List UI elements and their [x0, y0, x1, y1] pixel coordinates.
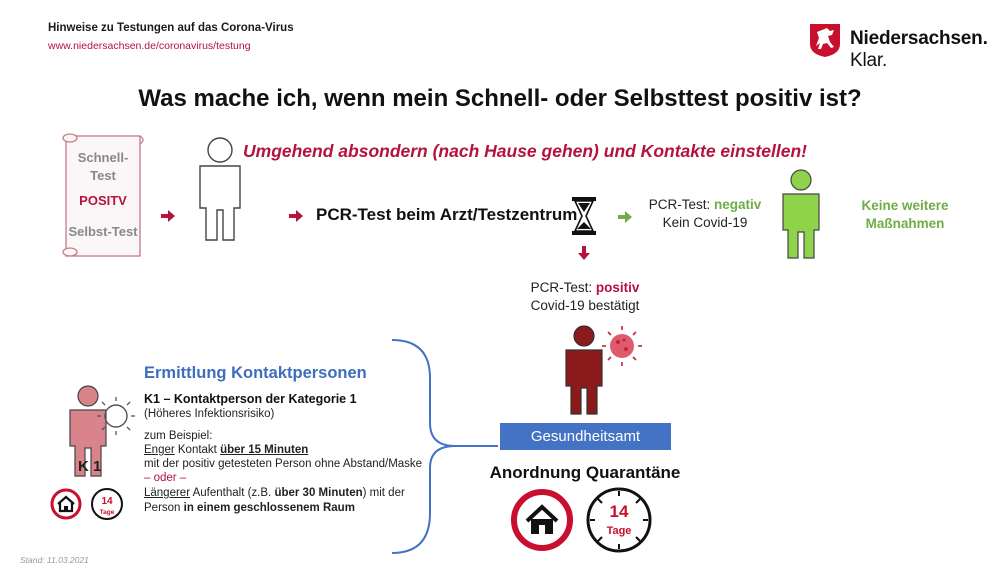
person-infected-icon [558, 324, 644, 418]
k1-title: K1 – Kontaktperson der Kategorie 1 [144, 392, 357, 406]
clock-large-unit: Tage [606, 525, 632, 537]
long-end: ) mit der [362, 487, 405, 499]
stay-home-icon [50, 488, 82, 520]
arrow-right-icon [160, 209, 176, 223]
negative-line2: Kein Covid-19 [662, 215, 748, 230]
clock-small-days: 14 [101, 496, 113, 507]
positive-prefix: PCR-Test: [530, 280, 596, 295]
k1-label: K 1 [78, 458, 102, 475]
long-time: über 30 Minuten [274, 487, 363, 499]
positive-line2: Covid-19 bestätigt [530, 298, 640, 313]
long-word: Längerer [144, 487, 191, 499]
hourglass-icon [571, 196, 597, 236]
positive-result [520, 279, 650, 315]
arrow-right-icon [288, 209, 304, 223]
arrow-down-icon [577, 245, 591, 261]
long-line2-start: Person [144, 502, 184, 514]
person-green-icon [776, 168, 826, 262]
logo-bold: Niedersachsen. [850, 28, 988, 49]
negative-word: negativ [714, 197, 762, 212]
scroll-positiv: POSITV [79, 193, 127, 208]
scroll-line3: Selbst-Test [68, 224, 138, 239]
clock-14-days-large-icon [585, 486, 653, 554]
quarantine-heading: Anordnung Quarantäne [489, 463, 681, 482]
example-label: zum Beispiel: [144, 430, 213, 442]
positive-word: positiv [595, 280, 640, 295]
arrow-right-icon [617, 210, 633, 224]
no-further-measures [850, 197, 960, 233]
scroll-line1: Schnell- [77, 150, 129, 165]
virus-icon [602, 326, 642, 366]
long-rest: Aufenthalt (z.B. [190, 487, 275, 499]
scroll-line2: Test [90, 168, 116, 183]
logo-light: Klar. [850, 50, 888, 71]
negative-prefix: PCR-Test: [648, 197, 714, 212]
no-further-line1: Keine weitere [861, 198, 949, 213]
close-contact-line [144, 444, 308, 456]
brace-connector [390, 338, 500, 556]
close-word: Enger [144, 444, 175, 456]
no-further-line2: Maßnahmen [865, 216, 945, 231]
header-title: Hinweise zu Testungen auf das Corona-Virus [48, 22, 294, 34]
page-title: Was mache ich, wenn mein Schnell- oder Selbsttest positiv ist? [138, 85, 862, 112]
header-url[interactable]: www.niedersachsen.de/coronavirus/testung [48, 40, 251, 52]
close-time: über 15 Minuten [220, 444, 309, 456]
long-stay-line [144, 487, 405, 499]
clock-large-days: 14 [609, 502, 629, 521]
clock-small-unit: Tage [99, 509, 115, 516]
footer-date: Stand: 11.03.2021 [20, 555, 89, 565]
pcr-step-label: PCR-Test beim Arzt/Testzentrum [316, 205, 578, 224]
stay-home-large-icon [510, 488, 574, 552]
horse-crest-icon [808, 22, 842, 58]
clock-14-days-icon [90, 487, 124, 521]
close-rest: Kontakt [174, 444, 221, 456]
k1-subtitle: (Höheres Infektionsrisiko) [144, 408, 275, 420]
isolate-instruction: Umgehend absondern (nach Hause gehen) und Kontakte einstellen! [243, 141, 807, 161]
long-stay-line2 [144, 502, 355, 514]
or-separator: – oder – [144, 472, 187, 484]
contacts-heading: Ermittlung Kontaktpersonen [144, 364, 367, 382]
logo-text [850, 28, 1000, 72]
health-authority-box: Gesundheitsamt [500, 423, 671, 450]
close-contact-line2: mit der positiv getesteten Person ohne Abstand/Maske [144, 458, 423, 470]
long-line2-bold: in einem geschlossenem Raum [183, 502, 355, 514]
negative-result [640, 196, 770, 232]
person-white-icon [192, 136, 248, 244]
